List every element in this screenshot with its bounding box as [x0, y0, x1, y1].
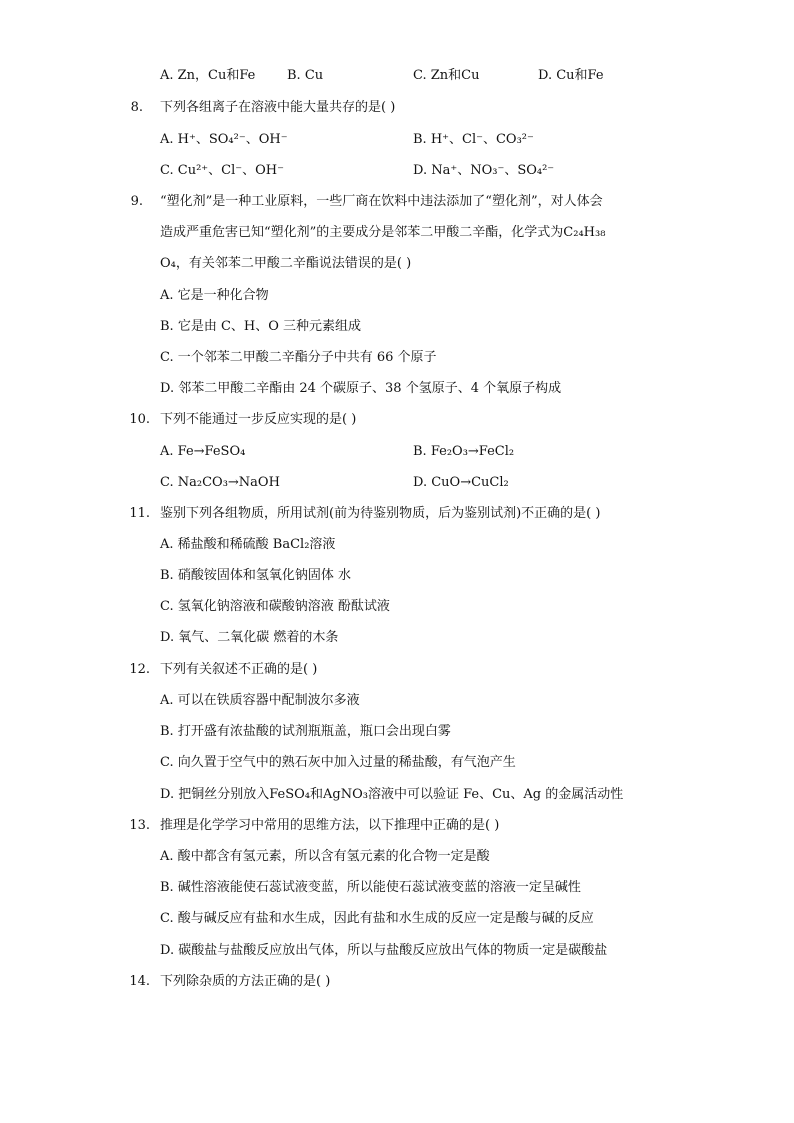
- q12-option-d: D. 把铜丝分别放入FeSO₄和AgNO₃溶液中可以验证 Fe、Cu、Ag 的金属活动性: [160, 787, 624, 802]
- q9-stem-line-2: 造成严重危害已知“塑化剂”的主要成分是邻苯二甲酸二辛酯，化学式为C₂₄H₃₈: [160, 225, 606, 240]
- q11-option-b: B. 硝酸铵固体和氢氧化钠固体 水: [160, 568, 351, 583]
- q12-number: 12.: [129, 662, 150, 677]
- q8-stem: 下列各组离子在溶液中能大量共存的是( ): [160, 100, 396, 115]
- q12-stem: 下列有关叙述不正确的是( ): [160, 662, 318, 677]
- q13-option-c: C. 酸与碱反应有盐和水生成，因此有盐和水生成的反应一定是酸与碱的反应: [160, 911, 594, 926]
- q10-option-d: D. CuO→CuCl₂: [413, 475, 509, 490]
- q14-stem: 下列除杂质的方法正确的是( ): [160, 974, 331, 989]
- q9-stem-line-3: O₄，有关邻苯二甲酸二辛酯说法错误的是( ): [160, 256, 412, 271]
- q9-option-d: D. 邻苯二甲酸二辛酯由 24 个碳原子、38 个氢原子、4 个氧原子构成: [160, 381, 562, 396]
- q10-option-a: A. Fe→FeSO₄: [160, 444, 246, 459]
- q7-option-c: C. Zn和Cu: [413, 68, 480, 83]
- q10-number: 10.: [129, 412, 150, 427]
- q13-number: 13.: [129, 818, 150, 833]
- q9-option-c: C. 一个邻苯二甲酸二辛酯分子中共有 66 个原子: [160, 350, 437, 365]
- q13-option-b: B. 碱性溶液能使石蕊试液变蓝，所以能使石蕊试液变蓝的溶液一定呈碱性: [160, 880, 581, 895]
- q9-option-b: B. 它是由 C、H、O 三种元素组成: [160, 319, 362, 334]
- q10-option-c: C. Na₂CO₃→NaOH: [160, 475, 280, 490]
- q11-option-a: A. 稀盐酸和稀硫酸 BaCl₂溶液: [160, 537, 336, 552]
- q10-stem: 下列不能通过一步反应实现的是( ): [160, 412, 357, 427]
- q9-number: 9.: [130, 194, 143, 209]
- q11-stem: 鉴别下列各组物质，所用试剂(前为待鉴别物质，后为鉴别试剂)不正确的是( ): [160, 506, 601, 521]
- q11-option-d: D. 氧气、二氧化碳 燃着的木条: [160, 630, 339, 645]
- q7-option-d: D. Cu和Fe: [538, 68, 604, 83]
- q14-number: 14.: [129, 974, 150, 989]
- q9-option-a: A. 它是一种化合物: [160, 288, 269, 303]
- q12-option-c: C. 向久置于空气中的熟石灰中加入过量的稀盐酸，有气泡产生: [160, 755, 516, 770]
- q12-option-a: A. 可以在铁质容器中配制波尔多液: [160, 693, 360, 708]
- q8-option-a: A. H⁺、SO₄²⁻、OH⁻: [160, 132, 288, 147]
- q10-option-b: B. Fe₂O₃→FeCl₂: [413, 444, 515, 459]
- q7-option-a: A. Zn，Cu和Fe: [160, 68, 256, 83]
- q8-option-d: D. Na⁺、NO₃⁻、SO₄²⁻: [413, 163, 555, 178]
- q13-option-a: A. 酸中都含有氢元素，所以含有氢元素的化合物一定是酸: [160, 849, 490, 864]
- q12-option-b: B. 打开盛有浓盐酸的试剂瓶瓶盖，瓶口会出现白雾: [160, 724, 451, 739]
- q11-number: 11.: [129, 506, 150, 521]
- q9-stem-line-1: “塑化剂”是一种工业原料，一些厂商在饮料中违法添加了“塑化剂”，对人体会: [160, 194, 603, 209]
- q13-stem: 推理是化学学习中常用的思维方法，以下推理中正确的是( ): [160, 818, 500, 833]
- q8-option-c: C. Cu²⁺、Cl⁻、OH⁻: [160, 163, 284, 178]
- q11-option-c: C. 氢氧化钠溶液和碳酸钠溶液 酚酞试液: [160, 599, 390, 614]
- q8-option-b: B. H⁺、Cl⁻、CO₃²⁻: [413, 132, 534, 147]
- q7-option-b: B. Cu: [287, 68, 324, 83]
- q8-number: 8.: [130, 100, 143, 115]
- q13-option-d: D. 碳酸盐与盐酸反应放出气体，所以与盐酸反应放出气体的物质一定是碳酸盐: [160, 943, 608, 958]
